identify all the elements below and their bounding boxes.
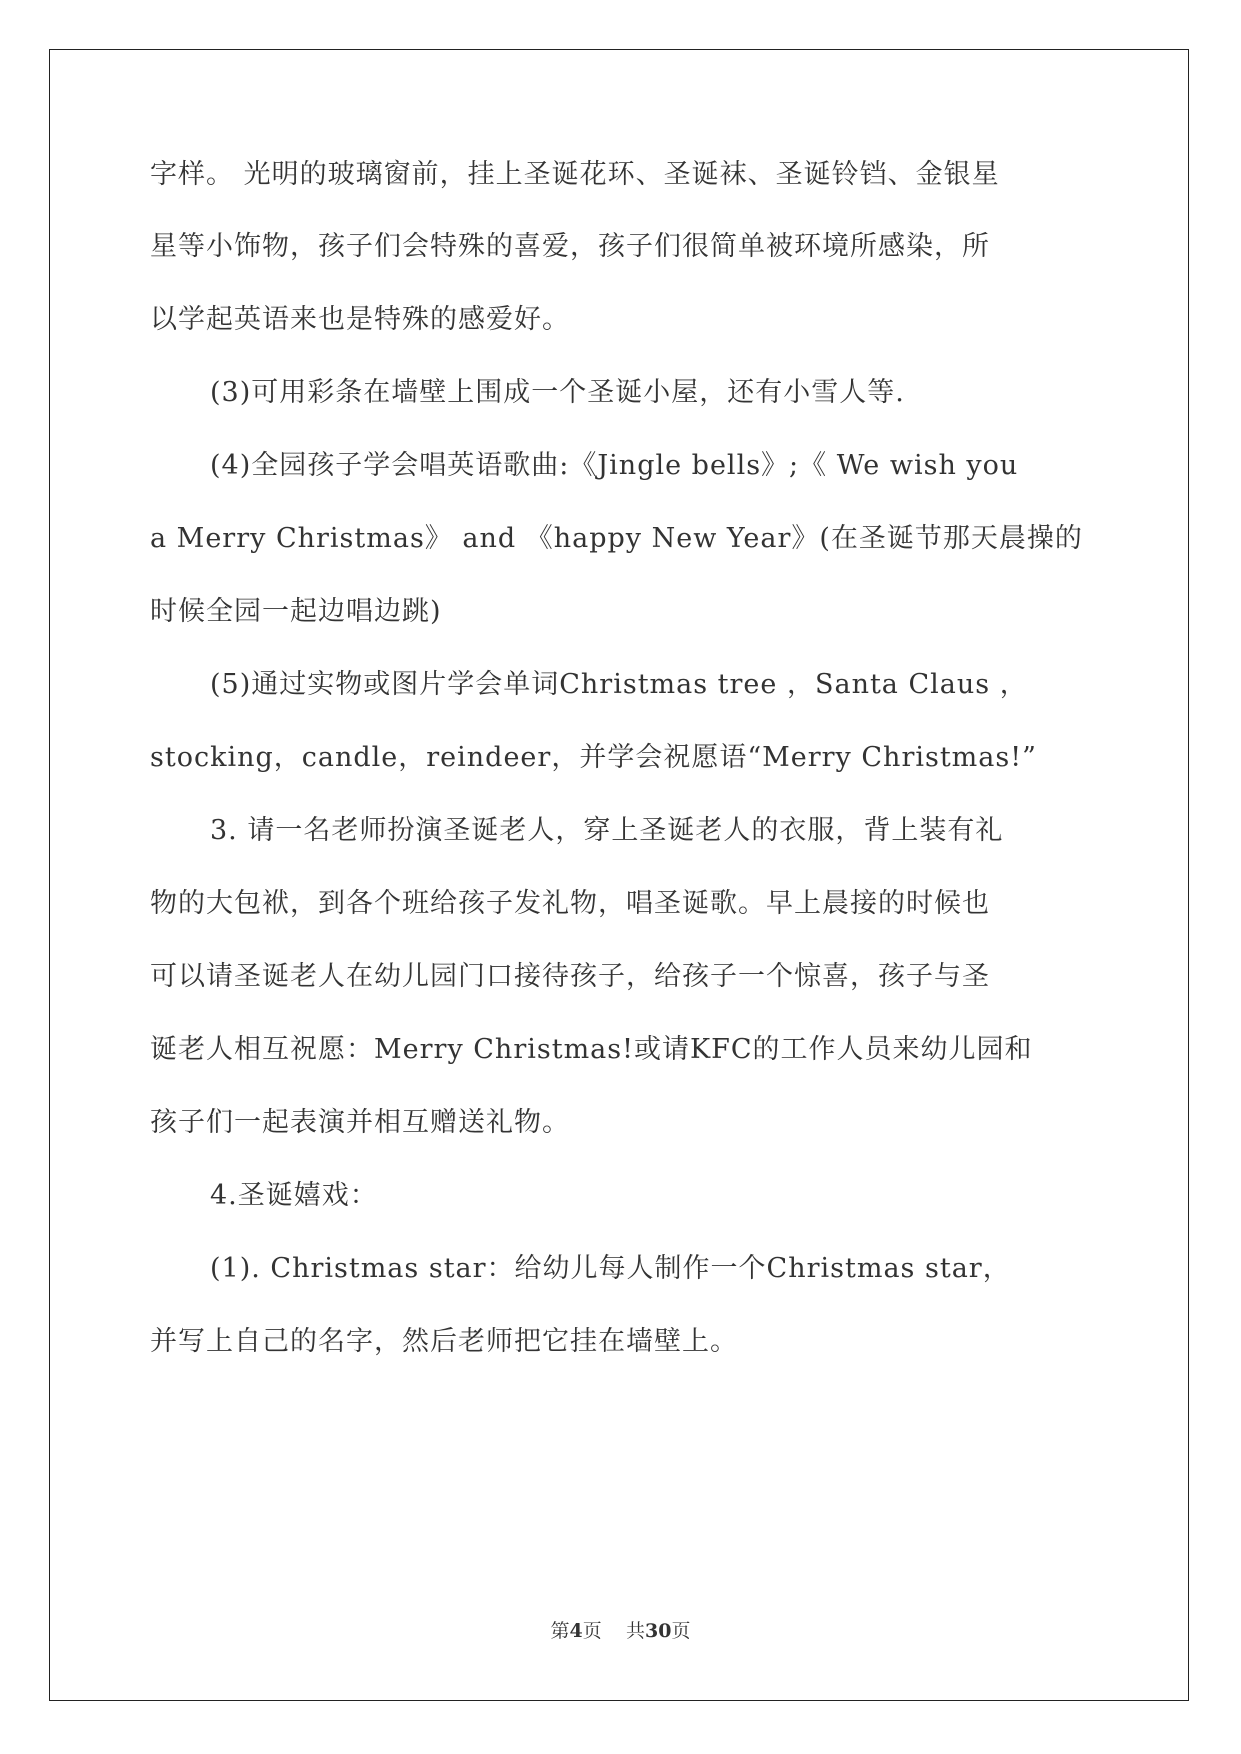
text-line: 4.圣诞嬉戏：: [210, 1180, 378, 1211]
text-line: 3. 请一名老师扮演圣诞老人，穿上圣诞老人的衣服，背上装有礼: [210, 815, 1004, 846]
text-line: 诞老人相互祝愿：Merry Christmas!或请KFC的工作人员来幼儿园和: [150, 1034, 1033, 1065]
text-line: (4)全园孩子学会唱英语歌曲:《Jingle bells》;《 We wish you: [210, 450, 1019, 481]
text-line: (1). Christmas star：给幼儿每人制作一个Christmas star，: [210, 1253, 1011, 1284]
footer-prefix: 第: [550, 1620, 570, 1642]
text-line: stocking，candle，reindeer，并学会祝愿语“Merry Christmas!”: [150, 742, 1037, 773]
text-line: 时候全园一起边唱边跳): [150, 596, 442, 627]
text-line: 星等小饰物，孩子们会特殊的喜爱，孩子们很简单被环境所感染，所: [150, 231, 990, 262]
footer-total-unit: 页: [671, 1620, 691, 1642]
text-line: 字样。 光明的玻璃窗前，挂上圣诞花环、圣诞袜、圣诞铃铛、金银星: [150, 159, 1000, 190]
text-line: 以学起英语来也是特殊的感爱好。: [150, 304, 570, 335]
page-border: [49, 49, 1189, 1701]
footer-page-number: 4: [569, 1620, 583, 1642]
text-line: 可以请圣诞老人在幼儿园门口接待孩子，给孩子一个惊喜，孩子与圣: [150, 961, 990, 992]
text-line: 物的大包袱，到各个班给孩子发礼物，唱圣诞歌。早上晨接的时候也: [150, 888, 990, 919]
footer-total-prefix: 共: [625, 1620, 645, 1642]
footer-page-unit: 页: [582, 1620, 602, 1642]
text-line: (5)通过实物或图片学会单词Christmas tree ，Santa Claus ，: [210, 669, 1028, 700]
page-footer: [0, 1619, 1241, 1643]
footer-total-pages: 30: [644, 1620, 672, 1642]
text-line: (3)可用彩条在墙壁上围成一个圣诞小屋，还有小雪人等.: [210, 377, 905, 408]
text-line: 孩子们一起表演并相互赠送礼物。: [150, 1107, 570, 1138]
text-line: 并写上自己的名字，然后老师把它挂在墙壁上。: [150, 1326, 738, 1357]
text-line: a Merry Christmas》 and 《happy New Year》(在圣诞节那天晨操的: [150, 523, 1083, 554]
